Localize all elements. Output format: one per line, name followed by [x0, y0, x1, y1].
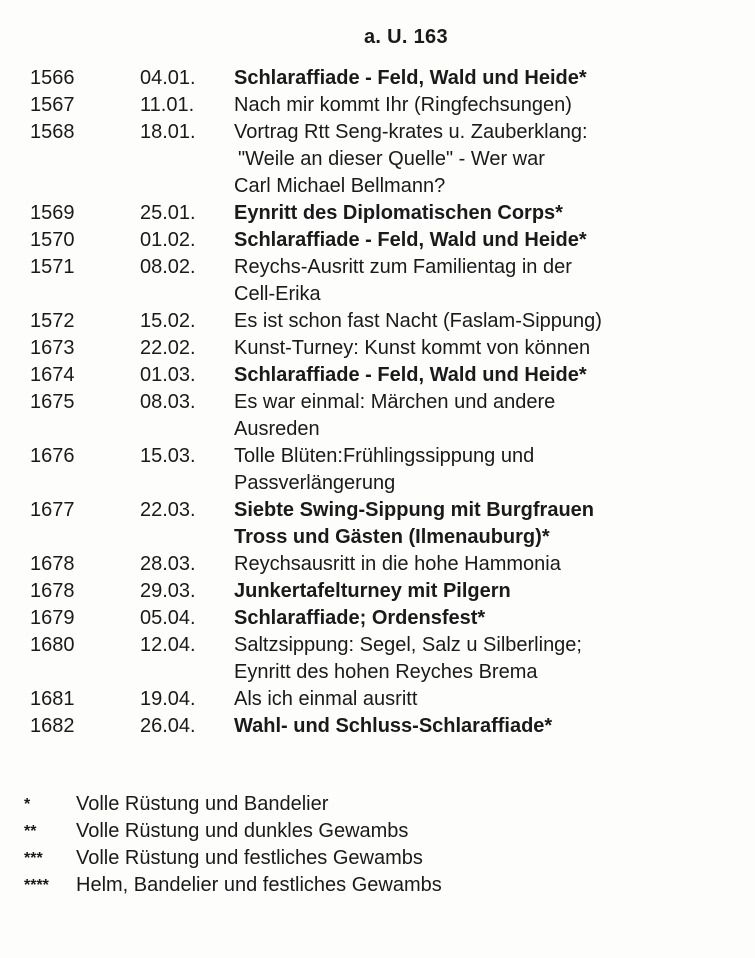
entry-title-line: Eynritt des hohen Reyches Brema [234, 661, 538, 683]
legend-description: Volle Rüstung und dunkles Gewambs [76, 820, 409, 842]
entry-date: 28.03. [140, 553, 196, 575]
entry-title-line: Reychs-Ausritt zum Familientag in der [234, 256, 572, 278]
legend-symbol: **** [24, 877, 49, 894]
entry-title [234, 551, 744, 578]
entry-number: 1678 [30, 553, 75, 575]
entry-number: 1680 [30, 634, 75, 656]
entry-title-line: Wahl- und Schluss-Schlaraffiade* [234, 715, 553, 737]
entry-date: 08.02. [140, 256, 196, 278]
entry-title-line: Es ist schon fast Nacht (Faslam-Sippung) [234, 310, 602, 332]
entry-date: 18.01. [140, 121, 196, 143]
entry-title [234, 605, 744, 632]
list-item [0, 254, 755, 308]
entry-title-line: Schlaraffiade - Feld, Wald und Heide* [234, 67, 587, 89]
entry-title-line: Schlaraffiade - Feld, Wald und Heide* [234, 364, 587, 386]
list-item [0, 200, 755, 227]
list-item [0, 119, 755, 200]
list-item [0, 632, 755, 686]
list-item [0, 65, 755, 92]
entry-number: 1572 [30, 310, 75, 332]
list-item [0, 713, 755, 740]
entry-number: 1677 [30, 499, 75, 521]
entry-title [234, 200, 744, 227]
entry-title [234, 119, 744, 200]
entry-title [234, 65, 744, 92]
entry-title [234, 713, 744, 740]
entry-title [234, 389, 744, 443]
entry-title [234, 578, 744, 605]
entry-title-line: Nach mir kommt Ihr (Ringfechsungen) [234, 94, 572, 116]
page-title: a. U. 163 [364, 26, 448, 48]
entry-title [234, 92, 744, 119]
entry-number: 1681 [30, 688, 75, 710]
entry-date: 15.03. [140, 445, 196, 467]
entry-title-line: Schlaraffiade; Ordensfest* [234, 607, 486, 629]
entry-title-line: Es war einmal: Märchen und andere [234, 391, 556, 413]
entry-date: 11.01. [140, 94, 195, 116]
entry-number: 1675 [30, 391, 75, 413]
entry-title-line: "Weile an dieser Quelle" - Wer war [238, 148, 545, 170]
list-item [0, 686, 755, 713]
list-item [0, 308, 755, 335]
legend-item [24, 791, 624, 818]
list-item [0, 227, 755, 254]
list-item [0, 443, 755, 497]
legend-symbol: ** [24, 823, 37, 840]
entry-date: 22.03. [140, 499, 196, 521]
entry-number: 1674 [30, 364, 75, 386]
entry-number: 1676 [30, 445, 75, 467]
list-item [0, 92, 755, 119]
list-item [0, 362, 755, 389]
list-item [0, 335, 755, 362]
legend-symbol: * [24, 796, 31, 813]
legend-symbol: *** [24, 850, 43, 867]
entry-title-line: Passverlängerung [234, 472, 396, 494]
entry-date: 05.04. [140, 607, 196, 629]
list-item [0, 551, 755, 578]
entry-title-line: Junkertafelturney mit Pilgern [234, 580, 511, 602]
entry-date: 26.04. [140, 715, 196, 737]
entry-title-line: Eynritt des Diplomatischen Corps* [234, 202, 563, 224]
entry-title-line: Als ich einmal ausritt [234, 688, 418, 710]
entry-number: 1568 [30, 121, 75, 143]
schedule-list [0, 65, 755, 740]
list-item [0, 578, 755, 605]
entry-title-line: Carl Michael Bellmann? [234, 175, 446, 197]
entry-title-line: Kunst-Turney: Kunst kommt von können [234, 337, 591, 359]
entry-title-line: Cell-Erika [234, 283, 321, 305]
entry-number: 1682 [30, 715, 75, 737]
entry-date: 04.01. [140, 67, 196, 89]
list-item [0, 389, 755, 443]
entry-number: 1567 [30, 94, 75, 116]
entry-title [234, 227, 744, 254]
entry-number: 1566 [30, 67, 75, 89]
entry-title-line: Tross und Gästen (Ilmenauburg)* [234, 526, 550, 548]
entry-date: 08.03. [140, 391, 196, 413]
entry-title [234, 335, 744, 362]
legend-description: Helm, Bandelier und festliches Gewambs [76, 874, 442, 896]
entry-title-line: Vortrag Rtt Seng-krates u. Zauberklang: [234, 121, 588, 143]
entry-number: 1569 [30, 202, 75, 224]
entry-date: 01.02. [140, 229, 196, 251]
entry-title [234, 254, 744, 308]
entry-date: 01.03. [140, 364, 196, 386]
entry-title [234, 443, 744, 497]
entry-number: 1570 [30, 229, 75, 251]
legend-description: Volle Rüstung und festliches Gewambs [76, 847, 423, 869]
legend [24, 791, 624, 899]
legend-description: Volle Rüstung und Bandelier [76, 793, 329, 815]
entry-title [234, 362, 744, 389]
entry-title [234, 686, 744, 713]
entry-number: 1673 [30, 337, 75, 359]
entry-date: 25.01. [140, 202, 196, 224]
entry-title-line: Reychsausritt in die hohe Hammonia [234, 553, 561, 575]
entry-date: 12.04. [140, 634, 196, 656]
entry-title-line: Saltzsippung: Segel, Salz u Silberlinge; [234, 634, 582, 656]
entry-date: 19.04. [140, 688, 196, 710]
list-item [0, 605, 755, 632]
entry-title [234, 497, 744, 551]
legend-item [24, 845, 624, 872]
entry-date: 15.02. [140, 310, 196, 332]
entry-title [234, 632, 744, 686]
entry-title-line: Ausreden [234, 418, 320, 440]
entry-number: 1679 [30, 607, 75, 629]
entry-number: 1571 [30, 256, 75, 278]
entry-date: 22.02. [140, 337, 196, 359]
legend-item [24, 872, 624, 899]
entry-date: 29.03. [140, 580, 196, 602]
list-item [0, 497, 755, 551]
legend-item [24, 818, 624, 845]
entry-title-line: Siebte Swing-Sippung mit Burgfrauen [234, 499, 594, 521]
entry-title-line: Schlaraffiade - Feld, Wald und Heide* [234, 229, 587, 251]
entry-title [234, 308, 744, 335]
entry-title-line: Tolle Blüten:Frühlingssippung und [234, 445, 535, 467]
entry-number: 1678 [30, 580, 75, 602]
